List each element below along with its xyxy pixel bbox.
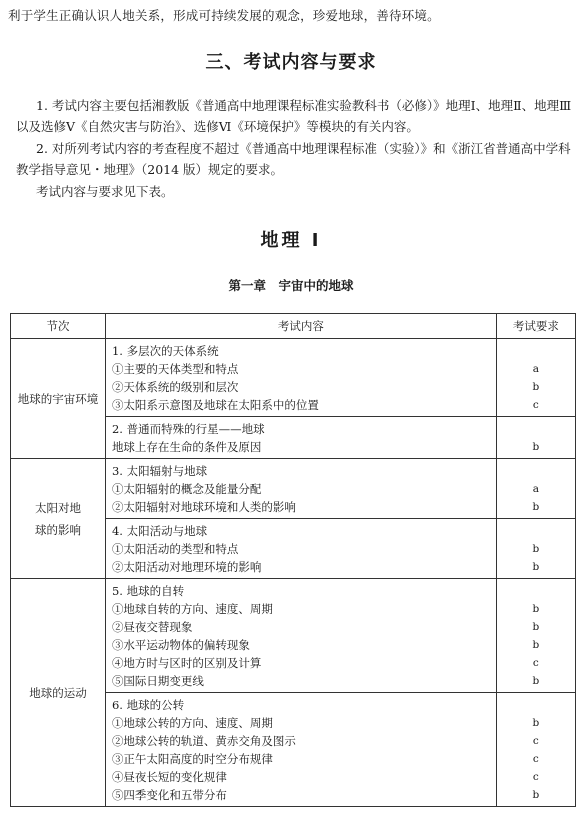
paragraph-2: 2. 对所列考试内容的考查程度不超过《普通高中地理课程标准（实验）》和《浙江省普通高中学科教学指导意见・地理》（2014 版）规定的要求。 [16,141,571,177]
topic-heading: 6. 地球的公转 [111,698,185,712]
content-item: ①太阳辐射的概念及能量分配 [111,482,262,496]
requirement-level: b [532,603,540,615]
section-name-cell [11,459,106,579]
requirement-level: c [532,657,539,669]
content-item: ③水平运动物体的偏转现象 [111,638,250,652]
content-item: ②太阳活动对地理环境的影响 [111,560,262,574]
content-item: ⑤四季变化和五带分布 [111,788,227,802]
section-name-cell [11,579,106,807]
requirement-level [503,696,569,714]
content-cell [105,417,496,459]
requirement-level: b [532,441,540,453]
requirement-level: b [532,561,540,573]
requirement-level: a [532,483,539,495]
requirement-level: b [532,501,540,513]
content-item: ④昼夜长短的变化规律 [111,770,227,784]
content-item: ①主要的天体类型和特点 [111,362,239,376]
topic-heading: 2. 普通而特殊的行星——地球 [111,422,265,436]
chapter-title: 第一章 宇宙中的地球 [228,278,354,293]
section-name: 球的影响 [34,522,81,537]
requirement-level: c [532,399,539,411]
requirement-level: b [532,543,540,555]
content-cell [105,519,496,579]
requirement-level [503,420,569,438]
requirement-level: b [532,717,540,729]
topic-heading: 3. 太阳辐射与地球 [111,464,208,478]
content-item: ①地球公转的方向、速度、周期 [111,716,273,730]
section-name: 地球的宇宙环境 [17,391,99,406]
paragraph-3: 考试内容与要求见下表。 [36,184,174,199]
content-item: ②太阳辐射对地球环境和人类的影响 [111,500,296,514]
topic-heading: 5. 地球的自转 [111,584,185,598]
requirement-cell [496,579,575,693]
content-item: ②地球公转的轨道、黄赤交角及图示 [111,734,296,748]
section-heading: 三、考试内容与要求 [205,52,377,73]
requirement-cell [496,693,575,807]
subject-title: 地理 I [260,230,322,251]
table-body [11,339,576,807]
requirement-level: c [532,753,539,765]
content-item: ④地方时与区时的区别及计算 [111,656,262,670]
content-cell [105,579,496,693]
intro-line: 利于学生正确认识人地关系，形成可持续发展的观念，珍爱地球，善待环境。 [8,8,440,23]
paragraph-1: 1. 考试内容主要包括湘教版《普通高中地理课程标准实验教科书（必修）》地理Ⅰ、地理Ⅱ、地理Ⅲ以及选修Ⅴ《自然灾害与防治》、选修Ⅵ《环境保护》等模块的有关内容。 [16,98,572,134]
table-row [11,339,576,417]
section-name-cell [11,339,106,459]
topic-heading: 1. 多层次的天体系统 [111,344,219,358]
requirement-level: b [532,789,540,801]
requirement-cell [496,459,575,519]
requirement-cell [496,417,575,459]
content-cell [105,693,496,807]
header-section: 节次 [11,314,106,339]
requirement-level [503,342,569,360]
content-cell [105,459,496,519]
content-cell [105,339,496,417]
requirement-level: a [532,363,539,375]
section-name: 地球的运动 [29,685,87,700]
requirement-level: b [532,381,540,393]
section-name: 太阳对地 [34,500,81,515]
requirement-cell [496,519,575,579]
content-item: ②昼夜交替现象 [111,620,193,634]
requirement-level: c [532,735,539,747]
content-item: ⑤国际日期变更线 [111,674,204,688]
requirement-cell [496,339,575,417]
requirement-level: b [532,639,540,651]
requirement-level [503,462,569,480]
table-row [11,459,576,519]
requirement-level: c [532,771,539,783]
content-item: ①太阳活动的类型和特点 [111,542,239,556]
table-header-row [11,314,576,339]
content-item: ③正午太阳高度的时空分布规律 [111,752,273,766]
header-content: 考试内容 [105,314,496,339]
requirement-level: b [532,675,540,687]
requirement-level: b [532,621,540,633]
content-item: ②天体系统的级别和层次 [111,380,239,394]
content-item: ③太阳系示意图及地球在太阳系中的位置 [111,398,319,412]
content-item: 地球上存在生命的条件及原因 [111,440,262,454]
topic-heading: 4. 太阳活动与地球 [111,524,208,538]
content-item: ①地球自转的方向、速度、周期 [111,602,273,616]
requirement-level [503,522,569,540]
header-requirement: 考试要求 [496,314,575,339]
exam-requirements-table [10,313,576,807]
table-row [11,579,576,693]
requirement-level [503,582,569,600]
